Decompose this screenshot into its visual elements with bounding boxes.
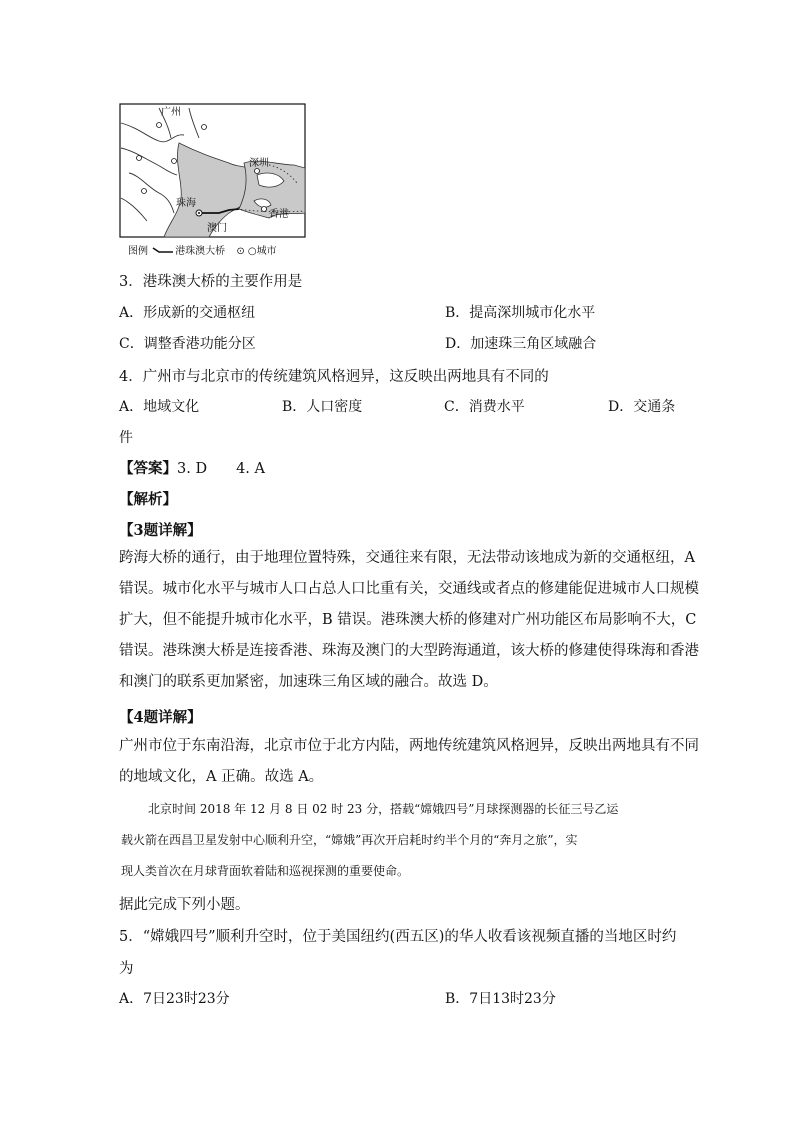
detail4-line: 广州市位于东南沿海，北京市位于北方内陆，两地传统建筑风格迥异，反映出两地具有不同 (119, 738, 699, 754)
detail4-text (119, 731, 699, 793)
detail4-tag: 【4题详解】 (119, 709, 202, 726)
q3-option-c[interactable]: C．调整香港功能分区 (119, 336, 256, 352)
detail3-line: 和澳门的联系更加紧密，加速珠三角区域的融合。故选 D。 (119, 674, 498, 690)
q3-option-a[interactable]: A．形成新的交通枢纽 (119, 305, 256, 321)
answer-tag: 【答案】 (119, 460, 177, 477)
legend-prefix: 图例 (128, 246, 148, 257)
shenzhen-city-icon (255, 169, 260, 174)
legend-city: 城市 (256, 246, 277, 257)
q5-option-a[interactable]: A．7日23时23分 (119, 991, 230, 1007)
label-zhuhai: 珠海 (176, 198, 196, 209)
detail3-line: 扩大，但不能提升城市化水平，B 错误。港珠澳大桥的修建对广州功能区布局影响不大，C (119, 612, 697, 628)
passage-line: 载火箭在西昌卫星发射中心顺利升空，“嫦娥”再次开启耗时约半个月的“奔月之旅”，实 (121, 833, 578, 847)
bridge-legend-icon (151, 246, 175, 256)
detail3-text (119, 543, 699, 698)
guangzhou-city-icon (157, 123, 162, 128)
city-legend-icon: ⊙ ○ (236, 246, 257, 257)
q5-option-b[interactable]: B．7日13时23分 (445, 991, 556, 1007)
answer-text: 3. D 4. A (177, 461, 265, 477)
pearl-river-delta-map (119, 103, 309, 238)
q4-option-c[interactable]: C．消费水平 (444, 399, 525, 415)
passage-line: 现人类首次在月球背面软着陆和巡视探测的重要使命。 (121, 864, 410, 878)
legend-bridge: 港珠澳大桥 (175, 246, 226, 257)
q3-option-b[interactable]: B．提高深圳城市化水平 (445, 305, 596, 321)
q4-option-d-wrap: 件 (119, 430, 133, 446)
instruction: 据此完成下列小题。 (119, 897, 250, 913)
label-shenzhen: 深圳 (249, 158, 269, 169)
detail3-line: 跨海大桥的通行，由于地理位置特殊，交通往来有限，无法带动该地成为新的交通枢纽，A (119, 550, 695, 566)
q5-stem-line1: 5．“嫦娥四号”顺利升空时，位于美国纽约(西五区)的华人收看该视频直播的当地区时约 (119, 929, 677, 945)
q4-option-a[interactable]: A．地域文化 (119, 399, 200, 415)
q4-stem: 4．广州市与北京市的传统建筑风格迥异，这反映出两地具有不同的 (119, 369, 549, 385)
q5-stem-line2: 为 (119, 961, 134, 977)
answer-line (119, 457, 265, 478)
analysis-tag: 【解析】 (119, 491, 177, 508)
label-hongkong: 香港 (269, 209, 289, 220)
detail4-line: 的地域文化，A 正确。故选 A。 (119, 769, 324, 785)
detail3-tag: 【3题详解】 (119, 522, 202, 539)
hongkong-city-icon (262, 207, 267, 212)
detail3-line: 错误。港珠澳大桥是连接香港、珠海及澳门的大型跨海通道，该大桥的修建使得珠海和香港 (119, 643, 699, 659)
map-figure (119, 103, 309, 238)
q4-option-b[interactable]: B．人口密度 (282, 399, 363, 415)
q3-stem: 3．港珠澳大桥的主要作用是 (119, 274, 303, 290)
passage-line: 北京时间 2018 年 12 月 8 日 02 时 23 分，搭载“嫦娥四号”月球探测器的长征三号乙运 (148, 802, 619, 816)
detail3-line: 错误。城市化水平与城市人口占总人口比重有关，交通线或者点的修建能促进城市人口规模 (119, 581, 699, 597)
q3-option-d[interactable]: D．加速珠三角区域融合 (445, 336, 597, 352)
map-legend (128, 242, 277, 257)
label-guangzhou: 广州 (161, 107, 181, 118)
q4-option-d[interactable]: D．交通条 (608, 399, 676, 415)
label-macau: 澳门 (207, 223, 227, 234)
